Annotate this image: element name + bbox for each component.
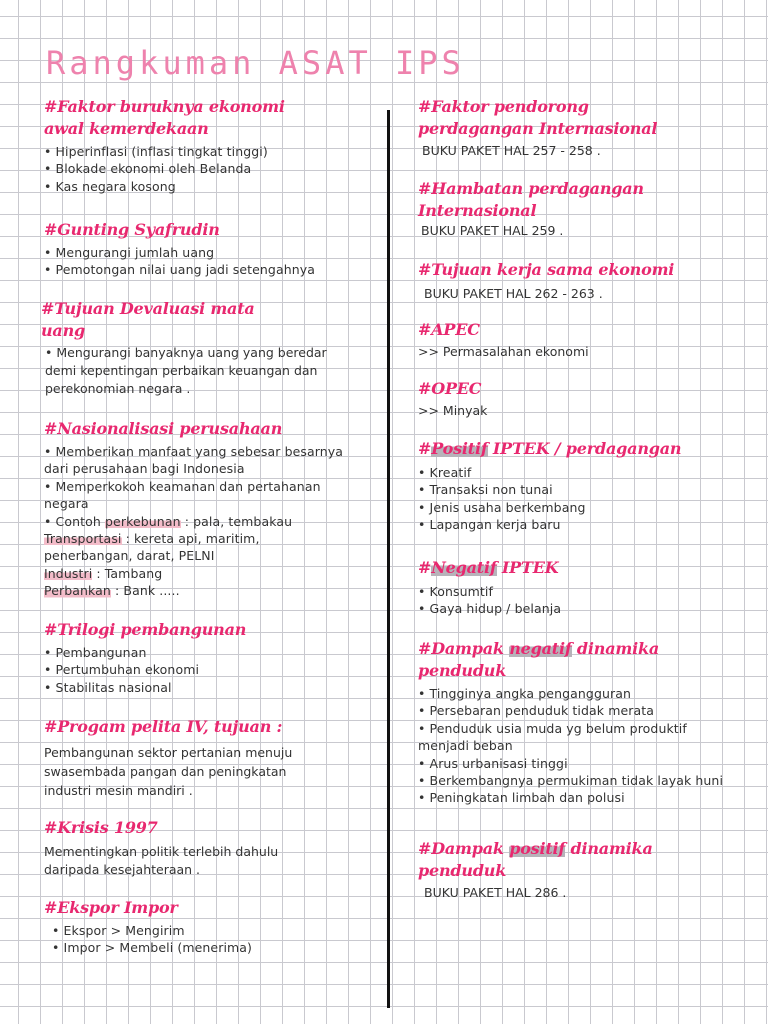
section-dampak-negatif [418, 638, 748, 807]
section-heading: #Nasionalisasi perusahaan [44, 419, 283, 438]
section-dampak-positif [418, 838, 748, 902]
section-ekspor-impor [44, 897, 374, 957]
reference-text: BUKU PAKET HAL 286 . [424, 885, 567, 900]
highlight-transportasi: Transportasi [44, 531, 122, 547]
section-heading: #Positif IPTEK / perdagangan [418, 439, 682, 458]
list-item: • Pemotongan nilai uang jadi setengahnya [44, 261, 374, 278]
note-text: >> Minyak [418, 403, 488, 418]
list-item: • Mengurangi jumlah uang [44, 244, 374, 261]
section-heading: #Dampak positif dinamika penduduk [418, 839, 653, 880]
highlight-positif: Positif [431, 439, 488, 458]
list-item: • Impor > Membeli (menerima) [52, 939, 374, 956]
highlight-negatif: negatif [509, 639, 572, 658]
highlight-perkebunan: perkebunan [105, 513, 181, 529]
list-item: • Lapangan kerja baru [418, 516, 748, 533]
list-item: • Penduduk usia muda yg belum produktif menjadi beban [418, 720, 718, 755]
section-progam-pelita [44, 716, 374, 800]
section-heading: #Ekspor Impor [44, 898, 178, 917]
list-item: • Gaya hidup / belanja [418, 600, 748, 617]
section-hambatan-perdagangan [418, 178, 748, 240]
page-title: Rangkuman ASAT IPS [46, 44, 465, 82]
section-heading: #Faktor buruknya ekonomi awal kemerdekaan [44, 97, 285, 138]
section-faktor-buruknya-ekonomi [44, 96, 374, 195]
section-negatif-iptek [418, 557, 748, 618]
list-item: • Peningkatan limbah dan polusi [418, 789, 748, 806]
paragraph-line: industri mesin mandiri . [44, 783, 193, 798]
list-item: penerbangan, darat, PELNI [44, 548, 215, 564]
list-item: • Pembangunan [44, 644, 374, 661]
section-heading: #Gunting Syafrudin [44, 220, 220, 239]
list-item: • Blokade ekonomi oleh Belanda [44, 160, 374, 177]
section-trilogi-pembangunan [44, 619, 374, 696]
section-heading: #Faktor pendorong perdagangan Internasional [418, 97, 658, 138]
list-item: Transportasi : kereta api, maritim, [44, 531, 260, 547]
section-heading: #APEC [418, 320, 480, 339]
section-heading: #Hambatan perdagangan Internasional [418, 179, 644, 220]
list-item: • Kas negara kosong [44, 178, 374, 195]
list-item: Industri : Tambang [44, 565, 163, 581]
highlight-industri: Industri [44, 565, 93, 581]
list-item: Perbankan : Bank ..... [44, 583, 180, 599]
list-item: • Tingginya angka pengangguran [418, 685, 748, 702]
list-item: • Hiperinflasi (inflasi tingkat tinggi) [44, 143, 374, 160]
section-heading: #Trilogi pembangunan [44, 620, 247, 639]
list-item: • Berkembangnya permukiman tidak layak huni [418, 772, 728, 789]
section-faktor-pendorong [418, 96, 748, 160]
list-item: • Contoh perkebunan : pala, tembakau [44, 513, 374, 530]
section-heading: #OPEC [418, 379, 482, 398]
list-item: • Memperkokoh keamanan dan pertahanan negara [44, 478, 364, 513]
paragraph-line: Pembangunan sektor pertanian menuju [44, 745, 293, 760]
list-item: • Pertumbuhan ekonomi [44, 661, 374, 678]
list-item: • Kreatif [418, 464, 748, 481]
list-item: • Memberikan manfaat yang sebesar besarnya dari perusahaan bagi Indonesia [44, 443, 344, 478]
reference-text: BUKU PAKET HAL 262 - 263 . [424, 286, 603, 301]
list-item: • Ekspor > Mengirim [52, 922, 374, 939]
section-heading: #Negatif IPTEK [418, 558, 559, 577]
section-heading: #Tujuan Devaluasi mata uang [41, 299, 255, 340]
paragraph-line: swasembada pangan dan peningkatan [44, 764, 287, 779]
section-apec [418, 319, 748, 361]
reference-text: BUKU PAKET HAL 259 . [421, 223, 564, 238]
section-opec [418, 378, 748, 420]
section-tujuan-kerja-sama [418, 259, 748, 303]
section-heading: #Progam pelita IV, tujuan : [44, 717, 283, 736]
paragraph-line: Mementingkan politik terlebih dahulu [44, 844, 279, 859]
section-heading: #Tujuan kerja sama ekonomi [418, 260, 675, 279]
highlight-negatif: Negatif [431, 558, 497, 577]
section-gunting-syafrudin [44, 219, 374, 279]
column-divider [387, 110, 390, 1008]
section-heading: #Dampak negatif dinamika penduduk [418, 639, 660, 680]
section-nasionalisasi [44, 418, 374, 600]
list-item: • Konsumtif [418, 583, 748, 600]
highlight-positif: positif [509, 839, 566, 858]
note-text: >> Permasalahan ekonomi [418, 344, 589, 359]
highlight-perbankan: Perbankan [44, 583, 111, 599]
reference-text: BUKU PAKET HAL 257 - 258 . [422, 143, 601, 158]
section-krisis-1997 [44, 817, 374, 879]
list-item: • Transaksi non tunai [418, 481, 748, 498]
paragraph-line: daripada kesejahteraan . [44, 862, 201, 877]
list-item: • Stabilitas nasional [44, 679, 374, 696]
section-positif-iptek [418, 438, 748, 534]
section-tujuan-devaluasi: #Tujuan Devaluasi mata uang • Mengurangi banyaknya uang yang beredar demi kepentingan perbaikan keuangan dan perekonomian negara . [41, 298, 371, 398]
list-item: • Arus urbanisasi tinggi [418, 755, 748, 772]
list-item: • Jenis usaha berkembang [418, 499, 748, 516]
section-heading: #Krisis 1997 [44, 818, 158, 837]
list-item: • Persebaran penduduk tidak merata [418, 702, 748, 719]
paragraph: Mengurangi banyaknya uang yang beredar demi kepentingan perbaikan keuangan dan perekonomian negara . [45, 345, 327, 396]
